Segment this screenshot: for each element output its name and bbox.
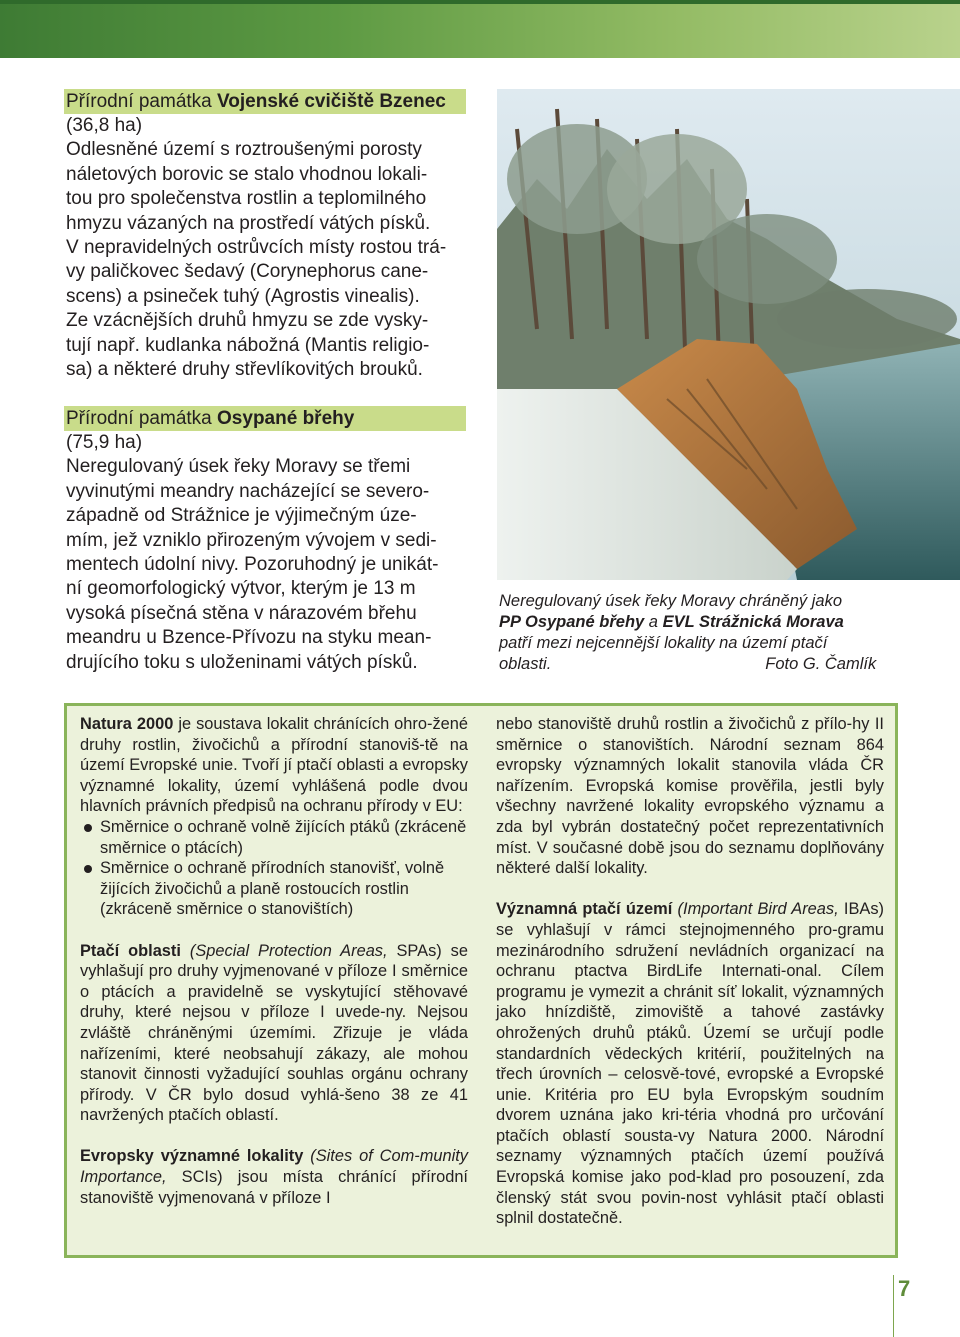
natura-title: Natura 2000 [80, 715, 174, 733]
directive-list [80, 817, 468, 920]
spa-english: (Special Protection Areas, [180, 941, 397, 960]
section2-line: vysoká písečná stěna v nárazovém břehu [66, 602, 417, 624]
section1-line: Ze vzácnějších druhů hmyzu se zde vysky- [66, 310, 429, 332]
section1-line: vy paličkovec šedavý (Corynephorus cane- [66, 261, 429, 283]
section2-line: Neregulovaný úsek řeky Moravy se třemi [66, 456, 411, 478]
caption-bold-2: EVL Strážnická Morava [662, 613, 844, 631]
section2-label-name: Osypané břehy [217, 408, 355, 429]
section1-line: náletových borovic se stalo vhodnou lokali- [66, 163, 428, 185]
iba-abbr: IBAs) [843, 900, 884, 919]
sci-title: Evropsky významné lokality [80, 1147, 304, 1166]
sci-continuation: nebo stanoviště druhů rostlin a živočichů z přílo-hy II směrnice o stanovištích. Národní seznam 864 evropsky významných lokalit stanovila vláda ČR nařízením. Evropská komise prověřila, jestli byly všechny navržené lokality evropského významu a zda byl vybrán dostatečný počet reprezentativních míst. V současné době jsou do seznamu doplňovány některé další lokality. [496, 715, 884, 878]
section1-body [66, 114, 466, 382]
iba-title: Významná ptačí území [496, 900, 673, 919]
photo-illustration [497, 89, 960, 580]
section2-line: (75,9 ha) [66, 432, 143, 453]
section2-line: ní geomorfologický výtvor, kterým je 13 m [66, 578, 416, 600]
directive-item: Směrnice o ochraně volně žijících ptáků (zkráceně směrnice o ptácích) [80, 817, 468, 858]
caption-line-last [499, 654, 899, 675]
sci-text: jsou místa chránící přírodní stanoviště vyjmenovaná v příloze I [80, 1168, 468, 1207]
section2-line: meandru u Bzence-Přívozu na styku mean- [66, 627, 432, 649]
caption-line-bold [499, 612, 899, 633]
section1-line: sa) a některé druhy střevlíkovitých brouků. [66, 359, 423, 381]
section2-label-prefix: Přírodní památka [66, 408, 218, 429]
section1-line: tují např. kudlanka nábožná (Mantis religio- [66, 334, 430, 356]
natura-paragraph [80, 714, 468, 817]
caption-end: oblasti. [499, 655, 552, 673]
photo-caption [499, 591, 899, 675]
spa-title: Ptačí oblasti [80, 941, 181, 960]
caption-line: Neregulovaný úsek řeky Moravy chráněný jako [499, 592, 842, 610]
iba-english: (Important Bird Areas, [672, 900, 844, 919]
caption-bold-1: PP Osypané břehy [499, 613, 645, 631]
directive-item: Směrnice o ochraně přírodních stanovišť, volně žijících živočichů a planě rostoucích rostlin (zkráceně směrnice o stanovištích) [80, 858, 468, 920]
caption-line: patří mezi nejcennější lokality na území ptačí [499, 634, 828, 652]
section2-line: vyvinutými meandry nacházející se severo- [66, 480, 430, 502]
section2-label [64, 406, 466, 431]
section1-label-name: Vojenské cvičiště Bzenec [217, 91, 446, 112]
sci-english: (Sites of Com-munity Importance, [80, 1147, 468, 1187]
section2-line: mím, jež vzniklo přirozeným vývojem v sedi- [66, 529, 437, 551]
header-line [0, 0, 960, 4]
section1-line: (36,8 ha) [66, 115, 143, 136]
section2-line: drujícího toku s uloženinami vátých písků. [66, 651, 418, 673]
section2-line: západně od Strážnice je výjimečným úze- [66, 505, 417, 527]
section2-body [66, 431, 466, 675]
section1-line: tou pro společenstva rostlin a teplomilného [66, 188, 427, 210]
page-number: 7 [898, 1276, 911, 1301]
iba-text: se vyhlašují v rámci stejnojmenného pro-gramu mezinárodního sdružení nevládních organizací na ochranu ptactva BirdLife Internati-onal. Cílem programu je vymezit a chránit síť lokalit, významných jako hnízdiště, zimoviště a tahové zastávky ohrožených druhů ptáků. Území se určují podle standardních vědeckých kritérií, použitelných na třech úrovních – celosvě-tové, evropské a Evropské unie. Kritéria pro EU byla Evropským soudním dvorem uznána jako kri-téria vhodná pro určování ptačích oblastí sousta-vy Natura 2000. Národní seznamy významných ptačích území používá Evropská komise jako pod-klad pro posouzení, zda členský stát svou povin-nost vyhlásit ptačí oblasti splnil dostatečně. [496, 920, 884, 1228]
info-box-left-column [80, 714, 468, 1229]
caption-connector: a [644, 613, 663, 631]
section1-line: Odlesněné území s roztroušenými porosty [66, 139, 422, 161]
section2-line: mentech údolní nivy. Pozoruhodný je unikát- [66, 554, 439, 576]
page-number-rule [893, 1275, 894, 1337]
section1-line: hmyzu vázaných na prostředí vátých písků. [66, 212, 431, 234]
spa-paragraph [80, 941, 468, 1126]
section1-line: V nepravidelných ostrůvcích místy rostou trá- [66, 237, 447, 259]
section1-label [64, 89, 466, 114]
photo-credit: Foto G. Čamlík [765, 655, 877, 673]
sci-abbr: SCIs) [181, 1168, 223, 1187]
section1-label-prefix: Přírodní památka [66, 91, 218, 112]
section1-line: scens) a psineček tuhý (Agrostis vinealis). [66, 285, 420, 307]
photo-river-bank [497, 89, 960, 580]
header-band [0, 0, 960, 58]
iba-paragraph [496, 899, 884, 1229]
sci-paragraph [80, 1146, 468, 1208]
info-box-right-column [496, 714, 884, 1249]
spa-text: se vyhlašují pro druhy vyjmenované v příloze I směrnice o ptácích a pravidelně se vyskytující stěhovavé druhy, které nejsou v příloze I uvede-ny. Nejsou zvláště chráněnými územími. Zřizuje je vláda nařízeními, které neobsahují zákazy, ale mohou stanovit činnosti vyžadující souhlas orgánu ochrany přírody. V ČR bylo dosud vyhlá-šeno 38 ze 41 navržených ptačích oblastí. [80, 941, 468, 1125]
spa-abbr: SPAs) [396, 941, 442, 960]
natura-text: je soustava lokalit chránících ohro-žené druhy rostlin, živočichů a přírodní stanoviš-tě na území Evropské unie. Tvoří jí ptačí oblasti a evropsky významné lokality, území vyhlášená podle dvou hlavních právních předpisů na ochranu přírody v EU: [80, 715, 468, 816]
